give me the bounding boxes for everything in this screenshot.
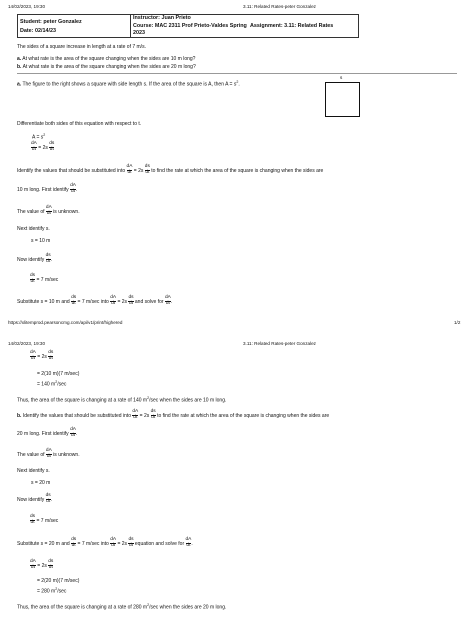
course-year: 2023 (133, 30, 145, 36)
next-identify-s: Next identify s. (17, 226, 50, 232)
period: . (238, 81, 240, 88)
substitute-text: = 7 m/sec into (77, 298, 109, 305)
equals-2s: = 2s (38, 144, 48, 151)
instructor-name: Instructor: Juan Prieto (133, 15, 191, 21)
fraction-ds-dt: $\frac{ds}{dt}$ (71, 537, 77, 549)
substitute-line-2: Substitute s = 20 m and $\frac{ds}{dt}$ = 7 m/sec into $\frac{dA}{dt}$ = 2s $\frac{ds}{dt}$ equation and solve for $\frac{dA}{dt}$ . (17, 537, 193, 549)
derivative-equation-3 (30, 560, 53, 571)
question-b-text: At what rate is the area of the square changing when the sides are 20 m long? (21, 64, 196, 70)
fraction-dA-dt: $\frac{dA}{dt}$ (31, 141, 37, 153)
fraction-ds-dt: $\frac{ds}{dt}$ (45, 253, 51, 265)
differentiate-instruction: Differentiate both sides of this equation with respect to t. (17, 121, 142, 127)
identify-line-1 (17, 165, 323, 176)
page2-timestamp: 14/02/2023, 19:30 (8, 341, 46, 346)
fraction-ds-dt: $\frac{ds}{dt}$ (150, 409, 156, 421)
fraction-ds-dt: $\frac{ds}{dt}$ (30, 273, 36, 285)
now-identify-line-2: Now identify $\frac{ds}{dt}$ . (17, 493, 53, 505)
conclusion-b: Thus, the area of the square is changing at a rate of 280 $m^2/\sec$ when the sides are 20 m long. (17, 603, 227, 611)
derivative-equation-2 (30, 351, 53, 362)
identify-line-2: 10 m long. First identify $\frac{dA}{dt}$ . (17, 183, 78, 195)
calc-step-4: = 280 $m^2/\sec$ (37, 587, 67, 595)
question-a-text: At what rate is the area of the square changing when the sides are 10 m long? (21, 56, 196, 62)
value-unknown-line (17, 206, 80, 217)
substitute-text: and solve for (134, 298, 164, 305)
ds-value: = 7 m/sec (36, 276, 59, 283)
substitute-line: Substitute s = 10 m and $\frac{ds}{dt}$ = 7 m/sec into $\frac{dA}{dt}$ = 2s $\frac{ds}{dt}$ and solve for $\frac{dA}{dt}$ . (17, 295, 173, 307)
substitute-text: Substitute s = 10 m and (17, 298, 70, 305)
square-side-label: s (340, 75, 343, 80)
question-a (17, 56, 195, 62)
fraction-ds-dt: $\frac{ds}{dt}$ (30, 514, 36, 526)
assignment-name: Assignment: 3.11: Related Rates (250, 23, 334, 29)
exponent: 2 (236, 80, 239, 84)
figure-a-text: The figure to the right shows a square with side length s. If the area of the square is A, then A = s (21, 81, 237, 88)
fraction-dA-dt: $\frac{dA}{dt}$ (30, 559, 36, 571)
calc-step-2: = 140 $m^2/\sec$ (37, 380, 67, 388)
now-identify-line: Now identify $\frac{ds}{dt}$ . (17, 253, 53, 265)
identify-text: to find the rate at which the area of the square is changing when the sides are (151, 167, 324, 174)
footer-url[interactable]: https://xlitemprod.pearsoncmg.com/api/v1/print/highered (8, 320, 123, 325)
fraction-dA-dt: $\frac{dA}{dt}$ (45, 205, 52, 217)
is-unknown-text: is unknown. (53, 208, 80, 215)
fraction-dA-dt: $\frac{dA}{dt}$ (164, 295, 171, 307)
fraction-ds-dt: $\frac{ds}{dt}$ (48, 350, 54, 362)
next-identify-s-2: Next identify s. (17, 468, 50, 474)
calc-step-1: = 2(10 m)(7 m/sec) (37, 371, 80, 377)
fraction-dA-dt: $\frac{dA}{dt}$ (132, 409, 139, 421)
question-b (17, 64, 196, 70)
equals-2s: = 2s (133, 167, 144, 174)
page-number: 1/2 (454, 320, 461, 325)
s-value-2: s = 20 m (31, 480, 51, 486)
section-divider (17, 73, 457, 74)
fraction-dA-dt: $\frac{dA}{dt}$ (110, 537, 117, 549)
s-value: s = 10 m (31, 238, 51, 244)
equals-2s: = 2s (37, 353, 47, 360)
fraction-dA-dt: $\frac{dA}{dt}$ (45, 448, 52, 460)
page1-doc-title: 3.11: Related Rates-peter Gonzalez (243, 4, 316, 9)
fraction-ds-dt: $\frac{ds}{dt}$ (128, 537, 134, 549)
exponent: 2 (43, 133, 46, 137)
fraction-dA-dt: $\frac{dA}{dt}$ (30, 350, 36, 362)
equals-2s: = 2s (117, 298, 128, 305)
problem-statement: The sides of a square increase in length at a rate of 7 m/s. (17, 44, 146, 50)
equals-2s: = 2s (37, 562, 47, 569)
fraction-dA-dt: $\frac{dA}{dt}$ (185, 537, 192, 549)
part-b-letter: b. (17, 412, 22, 419)
header-divider (130, 14, 131, 37)
fraction-ds-dt: $\frac{ds}{dt}$ (45, 493, 51, 505)
part-b-identify-2: 20 m long. First identify $\frac{dA}{dt}$ . (17, 427, 78, 439)
fraction-dA-dt: $\frac{dA}{dt}$ (70, 427, 76, 439)
value-unknown-line-2: The value of $\frac{dA}{dt}$ is unknown. (17, 448, 80, 460)
page2-doc-title: 3.11: Related Rates-peter Gonzalez (243, 341, 316, 346)
now-identify-text: Now identify (17, 256, 45, 263)
question-b-letter: b. (17, 64, 22, 70)
value-of-text: The value of (17, 208, 45, 215)
ds-value-line-2: $\frac{ds}{dt}$ = 7 m/sec (30, 514, 59, 526)
assignment-date: Date: 02/14/23 (20, 28, 56, 34)
area-equation (32, 133, 45, 141)
equals-2s: = 2s (139, 412, 150, 419)
fraction-ds-dt: $\frac{ds}{dt}$ (144, 164, 150, 176)
fraction-dA-dt: $\frac{dA}{dt}$ (126, 164, 133, 176)
equals-2s: = 2s (117, 540, 128, 547)
conclusion-a: Thus, the area of the square is changing at a rate of 140 $m^2/\sec$ when the sides are 10 m long. (17, 396, 227, 404)
fraction-dA-dt: $\frac{dA}{dt}$ (70, 183, 76, 195)
fraction-dA-dt: $\frac{dA}{dt}$ (110, 295, 117, 307)
fraction-ds-dt: $\frac{ds}{dt}$ (48, 559, 54, 571)
part-b-identify-1: b. Identify the values that should be substituted into $\frac{dA}{dt}$ = 2s $\frac{ds}{dt}$ to find the rate at which the area of the square is changing when the sides are (17, 409, 330, 421)
ds-value-line (30, 274, 58, 285)
student-name: Student: peter Gonzalez (20, 19, 82, 25)
question-a-letter: a. (17, 56, 22, 62)
figure-description (17, 80, 240, 88)
calc-step-3: = 2(20 m)(7 m/sec) (37, 578, 80, 584)
derivative-equation (31, 142, 54, 153)
square-figure (325, 82, 360, 117)
course-name: Course: MAC 2311 Prof Prieto-Valdes Spring (133, 23, 247, 29)
identify-text: 10 m long. First identify (17, 186, 69, 193)
figure-a-letter: a. (17, 81, 22, 88)
fraction-ds-dt: $\frac{ds}{dt}$ (49, 141, 55, 153)
page1-timestamp: 14/02/2023, 19:30 (8, 4, 46, 9)
area-eq-text: A = s (32, 134, 44, 141)
fraction-ds-dt: $\frac{ds}{dt}$ (128, 295, 134, 307)
fraction-ds-dt: $\frac{ds}{dt}$ (71, 295, 77, 307)
identify-text: Identify the values that should be substituted into (17, 167, 126, 174)
